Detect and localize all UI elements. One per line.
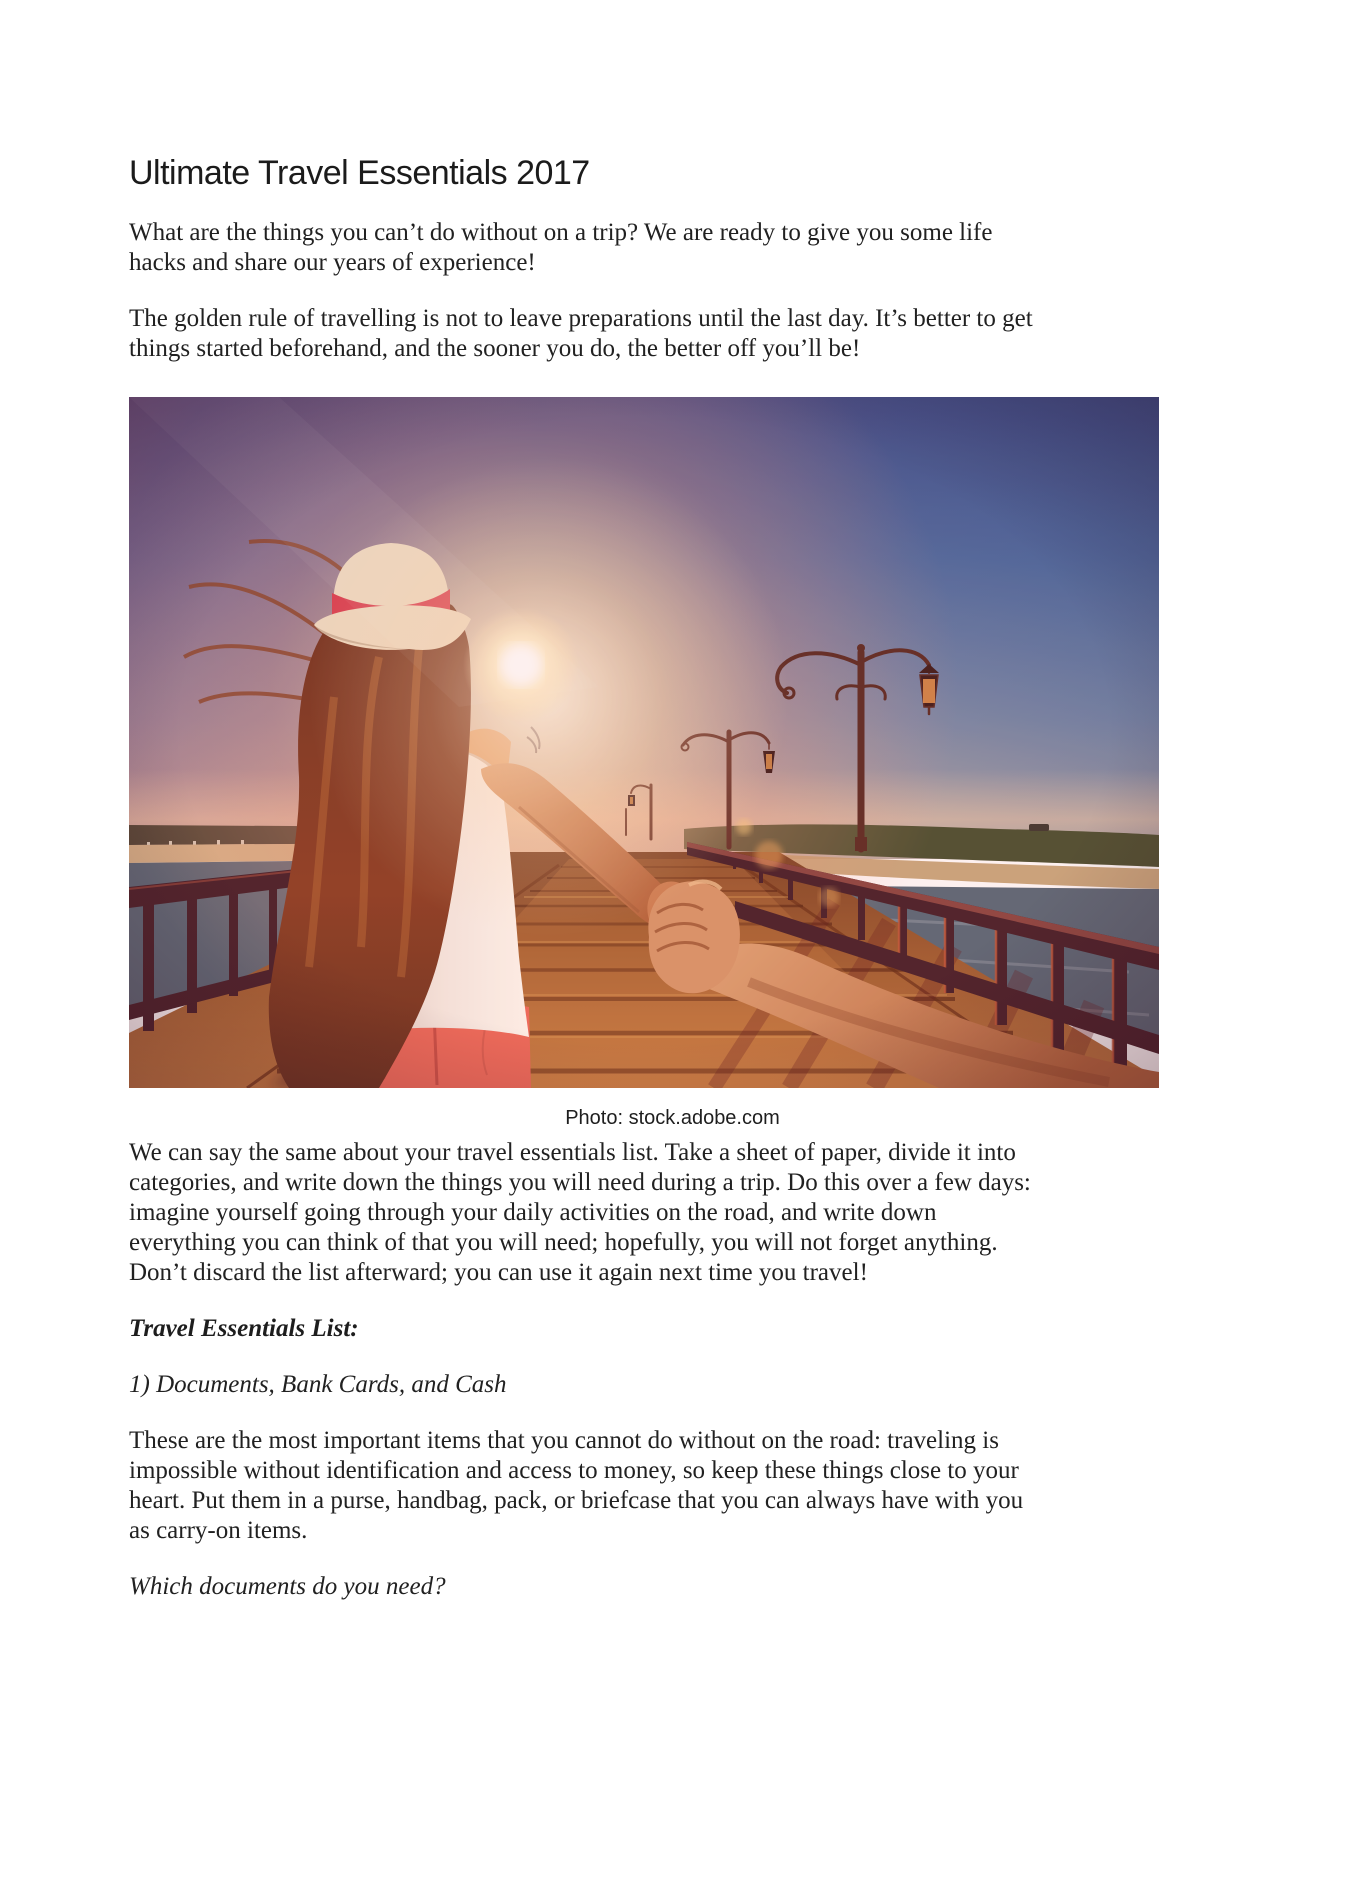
golden-rule-paragraph xyxy=(129,304,1216,364)
text-line: heart. Put them in a purse, handbag, pack, or briefcase that you can always have with you xyxy=(129,1486,1024,1514)
text-line: What are the things you can’t do without on a trip? We are ready to give you some life xyxy=(129,218,993,246)
intro-paragraph xyxy=(129,218,1216,278)
text-line: imagine yourself going through your daily activities on the road, and write down xyxy=(129,1198,937,1226)
documents-question: Which documents do you need? xyxy=(129,1572,446,1600)
text-line: Don’t discard the list afterward; you can use it again next time you travel! xyxy=(129,1258,868,1286)
travel-photo xyxy=(129,397,1159,1088)
article-photo-figure xyxy=(129,397,1216,1130)
text-line: hacks and share our years of experience! xyxy=(129,248,536,276)
page-title: Ultimate Travel Essentials 2017 xyxy=(129,154,590,192)
text-line: as carry-on items. xyxy=(129,1516,308,1544)
text-line: impossible without identification and access to money, so keep these things close to your xyxy=(129,1456,1019,1484)
list-intro-paragraph xyxy=(129,1138,1216,1288)
documents-paragraph xyxy=(129,1426,1216,1546)
vignette xyxy=(129,397,1159,1088)
documents-subheading: 1) Documents, Bank Cards, and Cash xyxy=(129,1370,507,1398)
text-line: The golden rule of travelling is not to leave preparations until the last day. It’s better to get xyxy=(129,304,1033,332)
text-line: We can say the same about your travel essentials list. Take a sheet of paper, divide it into xyxy=(129,1138,1016,1166)
text-line: These are the most important items that you cannot do without on the road: traveling is xyxy=(129,1426,999,1454)
text-line: categories, and write down the things you will need during a trip. Do this over a few days: xyxy=(129,1168,1031,1196)
photo-caption: Photo: stock.adobe.com xyxy=(565,1106,780,1129)
travel-essentials-heading: Travel Essentials List: xyxy=(129,1314,359,1342)
text-line: everything you can think of that you will need; hopefully, you will not forget anything. xyxy=(129,1228,998,1256)
text-line: things started beforehand, and the sooner you do, the better off you’ll be! xyxy=(129,334,861,362)
